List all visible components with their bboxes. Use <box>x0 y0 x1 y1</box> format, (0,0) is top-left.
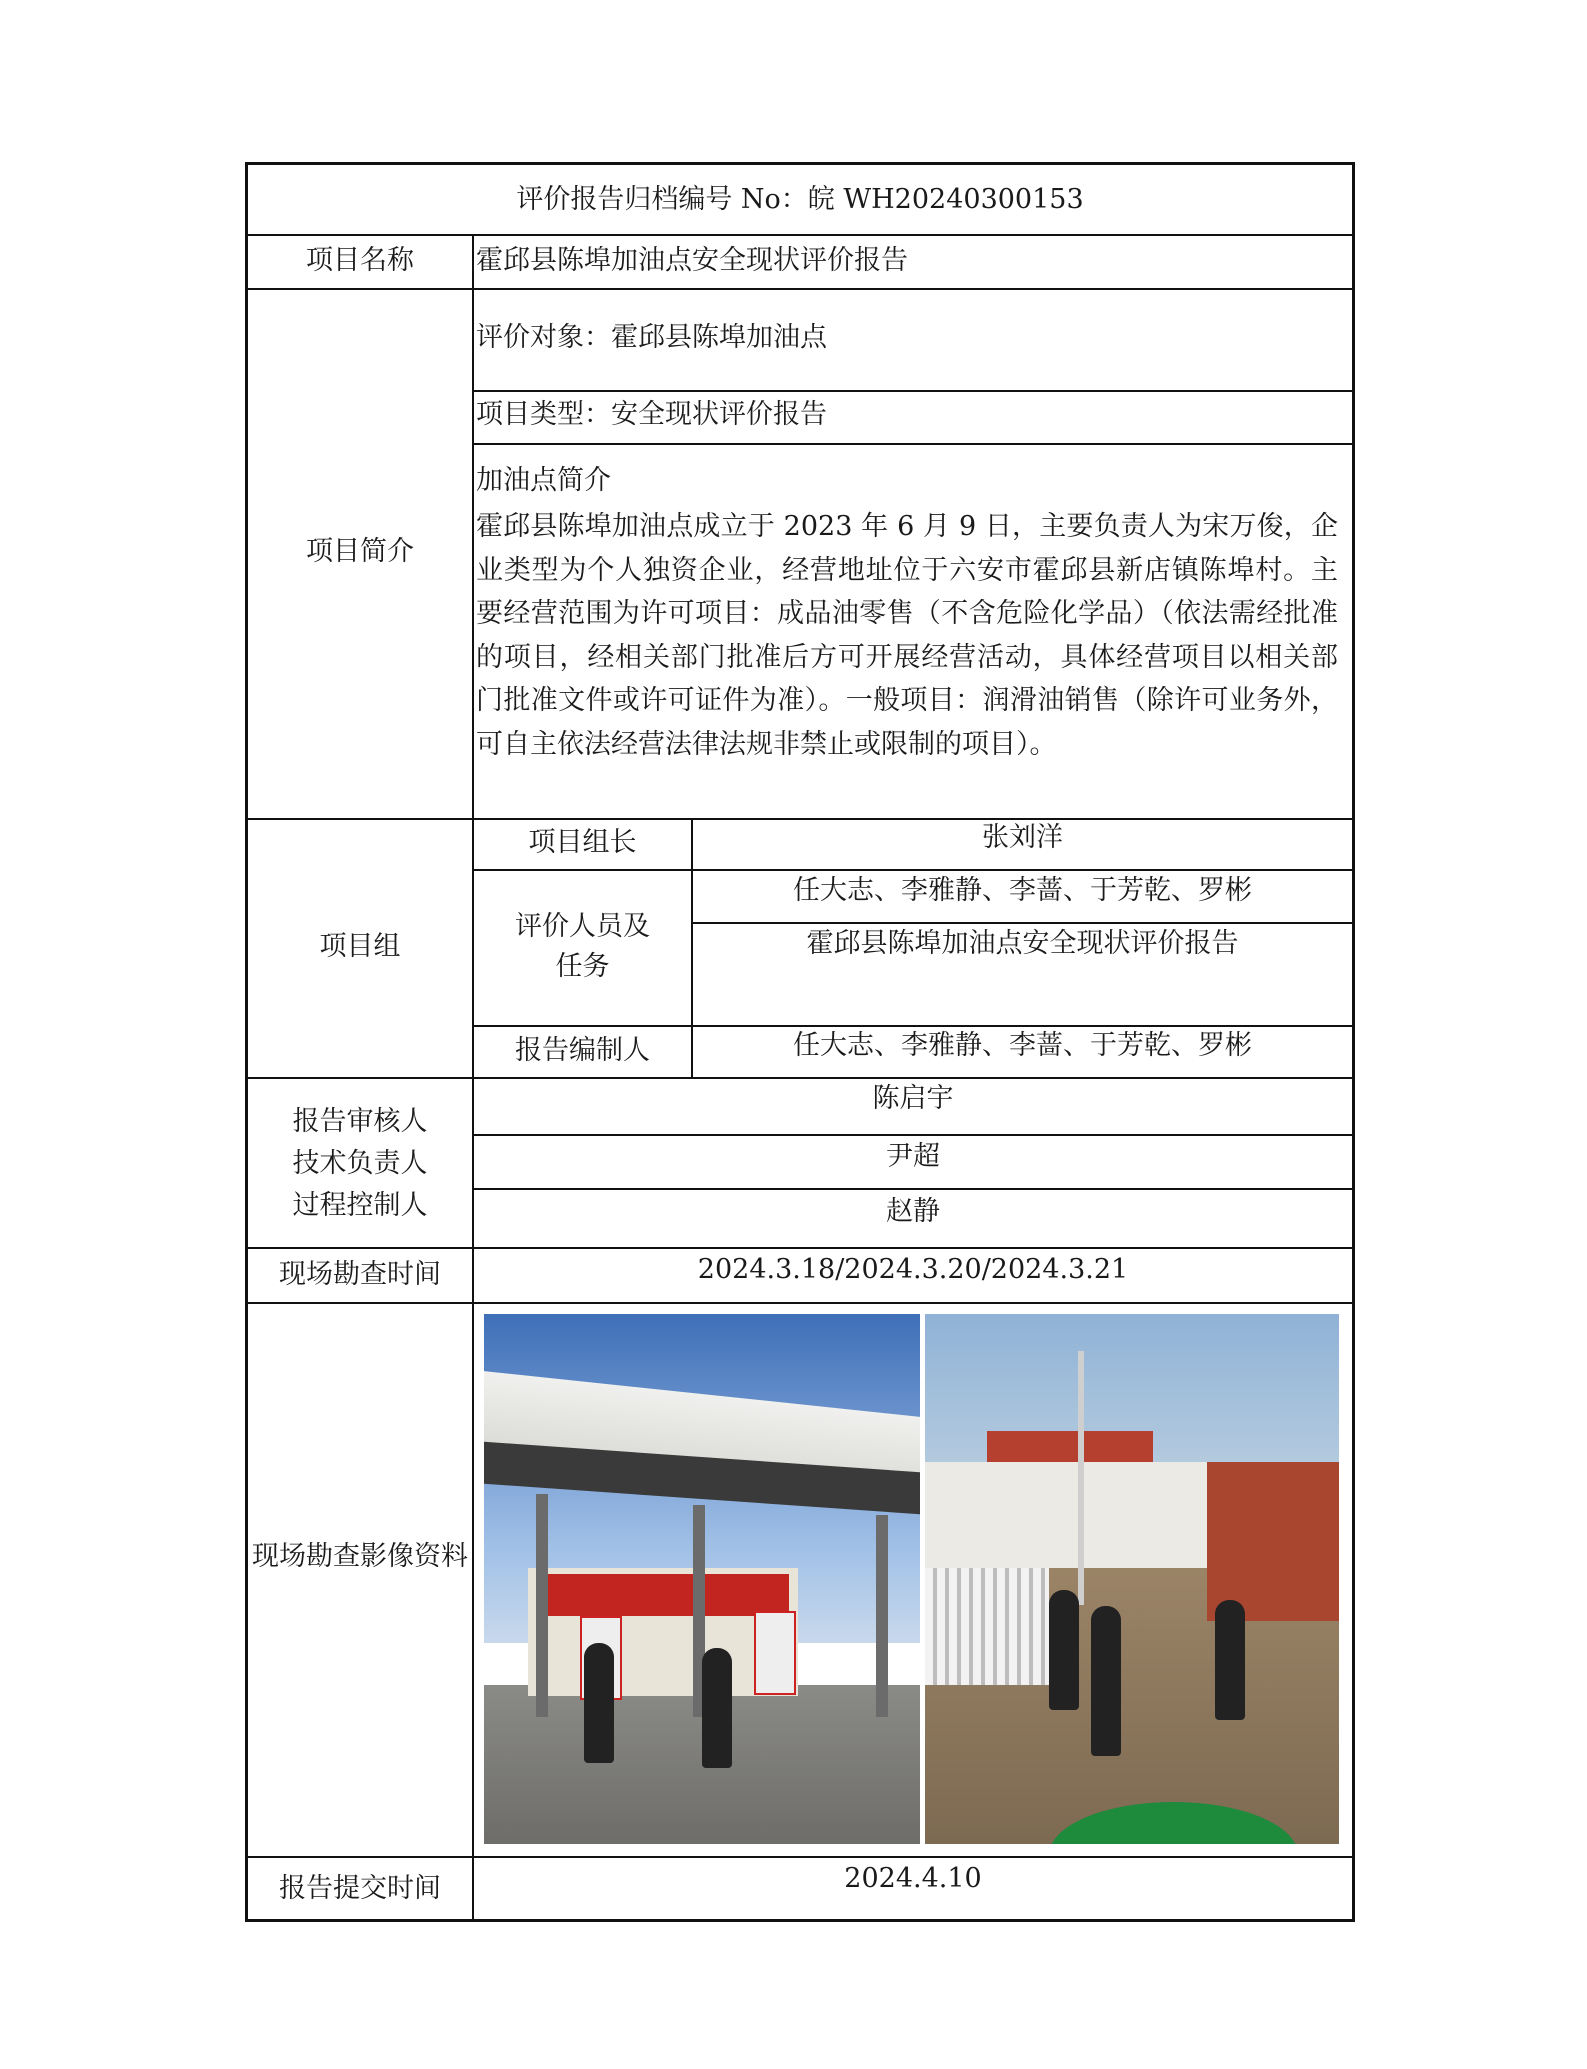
compiler-label: 报告编制人 <box>515 1035 650 1066</box>
survey-time-label: 现场勘查时间 <box>279 1259 441 1290</box>
compilers-value: 任大志、李雅静、李蔷、于芳乾、罗彬 <box>793 1030 1252 1061</box>
archive-number: 评价报告归档编号 No：皖 WH20240300153 <box>516 184 1084 215</box>
evaluators-label <box>474 907 691 987</box>
tech-lead-value: 尹超 <box>886 1141 940 1172</box>
project-type: 项目类型：安全现状评价报告 <box>476 399 827 430</box>
process-control-value: 赵静 <box>886 1196 940 1227</box>
intro-title: 加油点简介 <box>476 465 611 496</box>
gas-station-photo <box>484 1314 920 1844</box>
project-name-value: 霍邱县陈埠加油点安全现状评价报告 <box>476 245 908 276</box>
evaluators-label-text: 评价人员及任务 <box>515 911 650 982</box>
leader-label: 项目组长 <box>528 827 637 858</box>
project-name-label: 项目名称 <box>306 245 414 276</box>
submit-time-label: 报告提交时间 <box>279 1873 441 1904</box>
survey-images-label-text: 现场勘查影像资料 <box>252 1541 468 1572</box>
reviewer-label: 报告审核人 <box>292 1106 428 1137</box>
project-group-label: 项目组 <box>319 931 401 962</box>
submit-time-value: 2024.4.10 <box>844 1863 982 1894</box>
site-inspection-photo <box>925 1314 1339 1844</box>
project-intro-label: 项目简介 <box>306 536 414 567</box>
reviewer-value: 陈启宇 <box>872 1083 954 1114</box>
intro-text: 霍邱县陈埠加油点成立于 2023 年 6 月 9 日，主要负责人为宋万俊，企业类型为个人独资企业，经营地址位于六安市霍邱县新店镇陈埠村。主要经营范围为许可项目：成品油零售（不含危险化学品）（依法需经批准的项目，经相关部门批准后方可开展经营活动，具体经营项目以相关部门批准文件或许可证件为准）。一般项目：润滑油销售（除许可业务外，可自主依法经营法律法规非禁止或限制的项目）。 <box>476 511 1338 760</box>
survey-time-value: 2024.3.18/2024.3.20/2024.3.21 <box>697 1254 1129 1285</box>
task-value: 霍邱县陈埠加油点安全现状评价报告 <box>806 928 1239 959</box>
evaluators-value: 任大志、李雅静、李蔷、于芳乾、罗彬 <box>793 875 1252 906</box>
survey-images-label <box>248 1535 472 1579</box>
archive-form <box>245 162 1355 1922</box>
leader-value: 张刘洋 <box>982 822 1063 853</box>
tech-lead-label: 技术负责人 <box>292 1148 428 1179</box>
evaluation-object: 评价对象：霍邱县陈埠加油点 <box>476 322 827 353</box>
process-control-label: 过程控制人 <box>292 1190 428 1221</box>
